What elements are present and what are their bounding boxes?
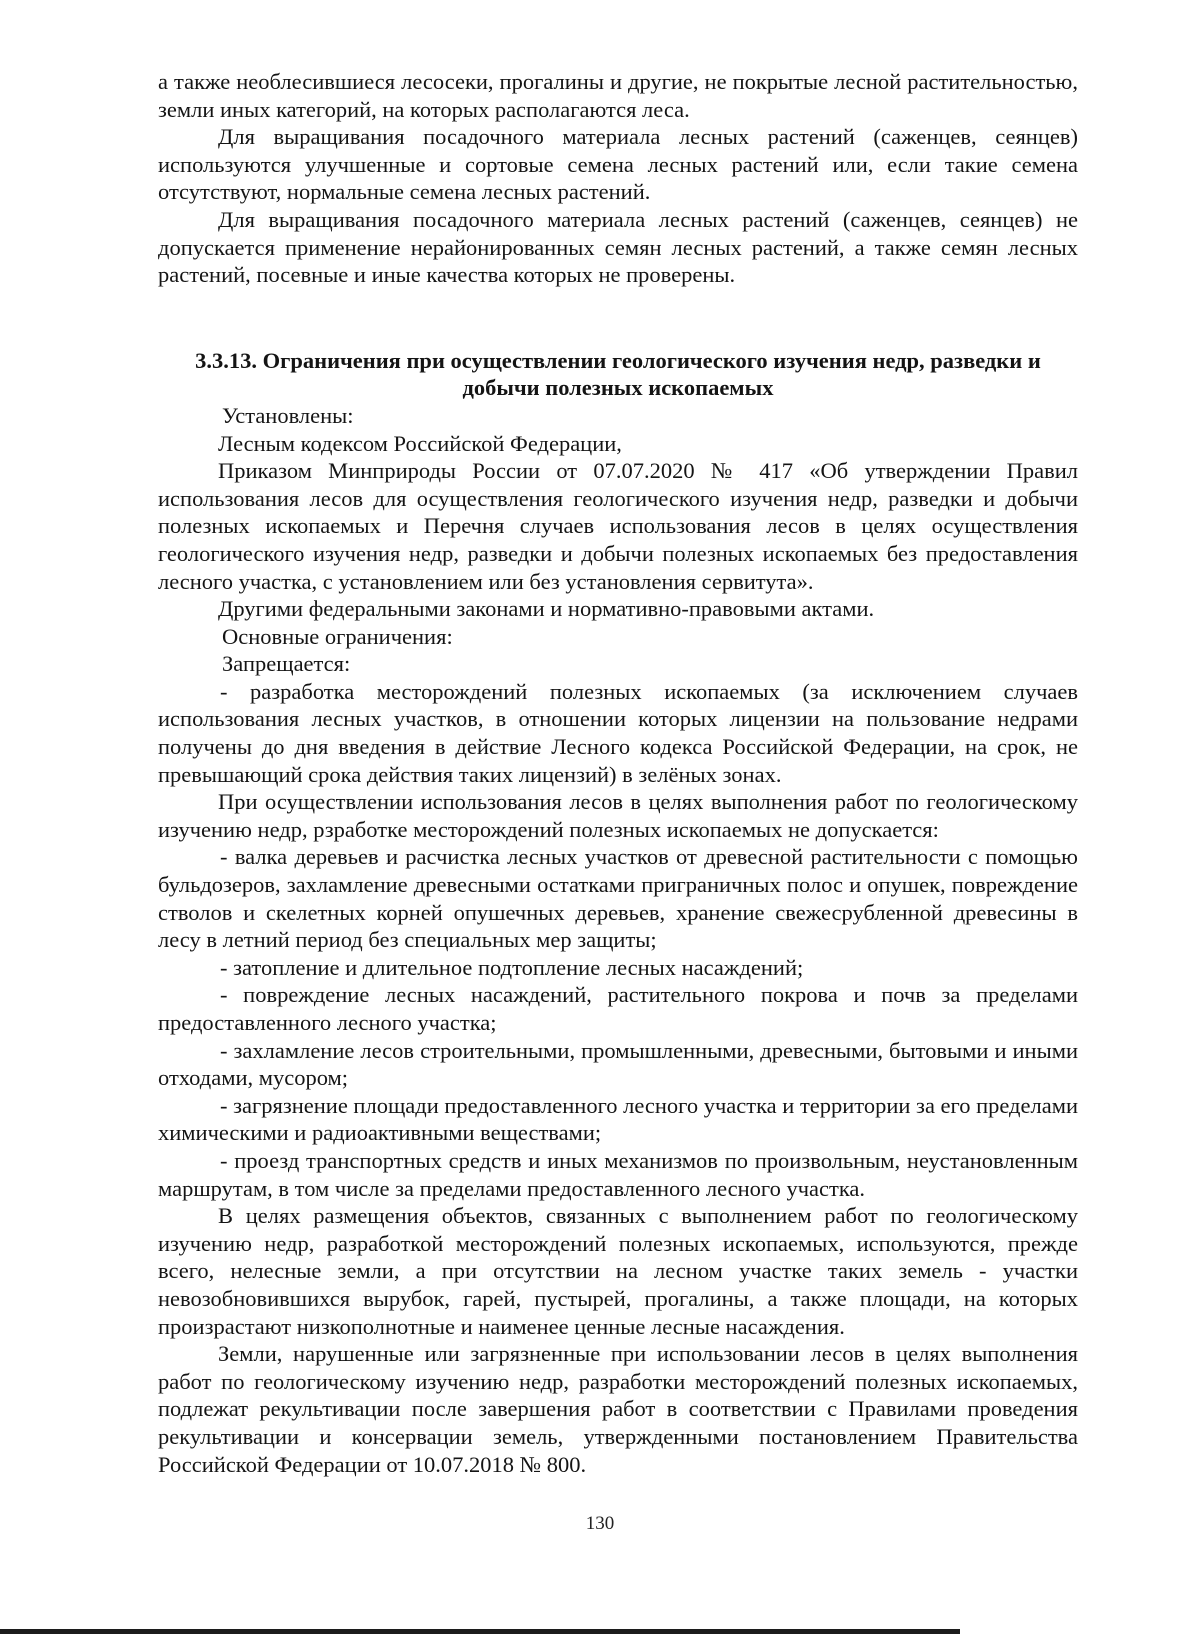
section-heading: 3.3.13. Ограничения при осуществлении геологического изучения недр, разведки и добычи полезных ископаемых	[195, 347, 1041, 401]
closing-paragraph-placement: В целях размещения объектов, связанных с выполнением работ по геологическому изучению недр, разработкой месторождений полезных ископаемых, используются, прежде всего, нелесные земли, а при отсутствии на лесном участке таких земель - участки невозобновившихся вырубок, гарей, пустырей, прогалины, а также площади, на которых произрастают низкополнотные и наименее ценные лесные насаждения.	[158, 1203, 1078, 1339]
not-allowed-item: - валка деревьев и расчистка лесных участков от древесной растительности с помощью бульдозеров, захламление древесными остатками приграничных полос и опушек, повреждение стволов и скелетных корней опушечных деревьев, хранение свежесрубленной древесины в лесу в летний период без специальных мер защиты;	[158, 844, 1078, 953]
prohibited-label: Запрещается:	[222, 651, 351, 677]
intro-paragraph-seeds: Для выращивания посадочного материала лесных растений (саженцев, сеянцев) используются улучшенные и сортовые семена лесных растений или, если такие семена отсутствуют, нормальные семена лесных растений.	[158, 124, 1078, 205]
closing-paragraph-recultivation: Земли, нарушенные или загрязненные при использовании лесов в целях выполнения работ по геологическому изучению недр, разработки месторождений полезных ископаемых, подлежат рекультивации после завершения работ в соответствии с Правилами проведения рекультивации и консервации земель, утвержденными постановлением Правительства Российской Федерации от 10.07.2018 № 800.	[158, 1341, 1078, 1477]
intro-paragraph-continued: а также необлесившиеся лесосеки, прогалины и другие, не покрытые лесной растительностью, земли иных категорий, на которых располагаются леса.	[158, 69, 1078, 122]
main-restrictions-label: Основные ограничения:	[222, 623, 453, 649]
not-allowed-item: - захламление лесов строительными, промышленными, древесными, бытовыми и иными отходами, мусором;	[158, 1037, 1078, 1091]
document-page	[158, 68, 1078, 1478]
not-allowed-intro: При осуществлении использования лесов в целях выполнения работ по геологическому изучению недр, рзработке месторождений полезных ископаемых не допускается:	[158, 789, 1078, 842]
not-allowed-item: - повреждение лесных насаждений, растительного покрова и почв за пределами предоставленного лесного участка;	[158, 982, 1078, 1035]
established-item-other-laws: Другими федеральными законами и нормативно-правовыми актами.	[218, 596, 875, 622]
established-label: Установлены:	[222, 402, 354, 428]
not-allowed-item: - загрязнение площади предоставленного лесного участка и территории за его пределами химическими и радиоактивными веществами;	[158, 1092, 1078, 1146]
intro-paragraph-unregionalized-seeds: Для выращивания посадочного материала лесных растений (саженцев, сеянцев) не допускается применение нерайонированных семян лесных растений, а также семян лесных растений, посевные и иные качества которых не проверены.	[158, 206, 1078, 288]
established-item-forest-code: Лесным кодексом Российской Федерации,	[218, 430, 622, 456]
established-item-order: Приказом Минприроды России от 07.07.2020 № 417 «Об утверждении Правил использования лесов для осуществления геологического изучения недр, разведки и добычи полезных ископаемых и Перечня случаев использования лесов в целях осуществления геологического изучения недр, разведки и добычи полезных ископаемых без предоставления лесного участка, с установлением или без установления сервитута».	[158, 458, 1078, 594]
not-allowed-item: - проезд транспортных средств и иных механизмов по произвольным, неустановленным маршрутам, в том числе за пределами предоставленного лесного участка.	[158, 1147, 1078, 1201]
page-number: 130	[585, 1513, 615, 1534]
scan-edge-line	[0, 1629, 960, 1634]
not-allowed-item: - затопление и длительное подтопление лесных насаждений;	[220, 954, 804, 980]
prohibited-item: - разработка месторождений полезных ископаемых (за исключением случаев использования лесных участков, в отношении которых лицензии на пользование недрами получены до дня введения в действие Лесного кодекса Российской Федерации, на срок, не превышающий срока действия таких лицензий) в зелёных зонах.	[158, 678, 1078, 787]
